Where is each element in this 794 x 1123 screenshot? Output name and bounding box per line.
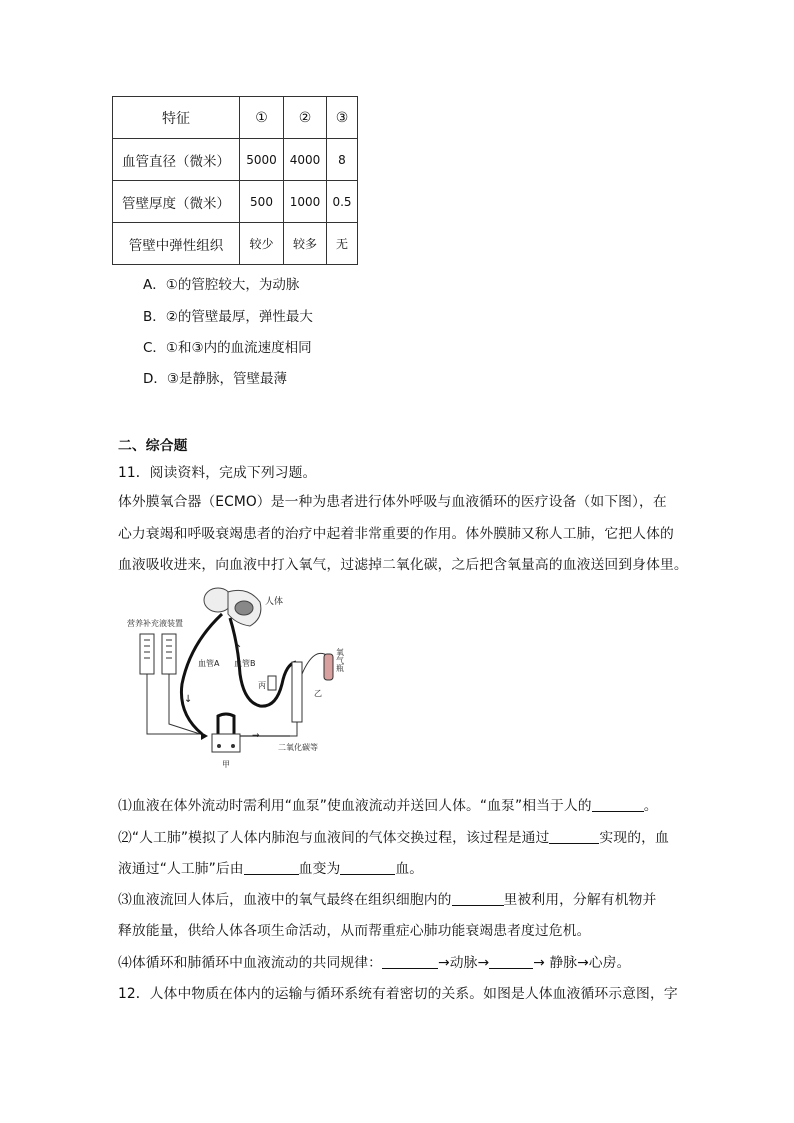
table-header-cell: 特征: [113, 97, 240, 139]
answer-blank[interactable]: [549, 829, 599, 844]
table-cell: 管壁中弹性组织: [113, 223, 240, 265]
q11-paragraph-line: 血液吸收进来，向血液中打入氧气，过滤掉二氧化碳，之后把含氧量高的血液送回到身体里。: [118, 557, 688, 573]
q11-sub2-text: 血。: [395, 861, 424, 877]
answer-blank[interactable]: [340, 860, 395, 875]
table-cell: 血管直径（微米）: [113, 139, 240, 181]
q11-paragraph-line: 心力衰竭和呼吸衰竭患者的治疗中起着非常重要的作用。体外膜肺又称人工肺，它把人体的: [118, 526, 674, 542]
vessel-comparison-table: [112, 96, 358, 265]
q11-sub1: [118, 794, 658, 814]
ecmo-diagram: [118, 584, 368, 774]
table-row: [113, 223, 358, 265]
q11-sub2-text: ⑵“人工肺”模拟了人体内肺泡与血液间的气体交换过程，该过程是通过: [118, 830, 550, 846]
label-vessel-a: 血管A: [198, 659, 220, 668]
table-cell: 较多: [284, 223, 327, 265]
q11-sub2-line1: [118, 826, 669, 846]
q11-sub3-line2: 释放能量，供给人体各项生命活动，从而帮重症心肺功能衰竭患者度过危机。: [118, 923, 591, 939]
table-cell: 管壁厚度（微米）: [113, 181, 240, 223]
label-jia: 甲: [222, 760, 230, 769]
label-co2: 二氧化碳等: [278, 743, 318, 752]
label-vessel-b: 血管B: [234, 659, 256, 668]
option-c: C．①和③内的血流速度相同: [143, 340, 312, 356]
q11-sub1-text: ⑴血液在体外流动时需利用“血泵”使血液流动并送回人体。“血泵”相当于人的: [118, 798, 592, 814]
supply-bags: [140, 634, 200, 734]
table-cell: 5000: [240, 139, 284, 181]
answer-blank[interactable]: [489, 954, 533, 969]
q11-sub3-line1: [118, 888, 656, 908]
blood-tubes: [181, 614, 296, 734]
q12-text: 12．人体中物质在体内的运输与循环系统有着密切的关系。如图是人体血液循环示意图，字: [118, 986, 678, 1002]
q11-sub1-end: 。: [643, 798, 658, 814]
tube-junction-icon: [201, 732, 208, 740]
option-b: B．②的管壁最厚，弹性最大: [143, 309, 313, 325]
label-oxygen: 氧气瓶: [335, 648, 345, 672]
table-cell: 500: [240, 181, 284, 223]
label-human: 人体: [265, 597, 284, 607]
blood-pump: [212, 734, 240, 752]
answer-blank[interactable]: [244, 860, 299, 875]
label-yi: 乙: [314, 689, 322, 698]
q11-sub2-text: 血变为: [298, 861, 341, 877]
q11-sub2-text: 液通过“人工肺”后由: [118, 861, 244, 877]
option-d: D．③是静脉，管壁最薄: [143, 371, 287, 387]
table-cell: 较少: [240, 223, 284, 265]
answer-blank[interactable]: [382, 954, 438, 969]
table-cell: 0.5: [327, 181, 358, 223]
answer-blank[interactable]: [452, 891, 504, 906]
human-figure: [204, 588, 261, 626]
arrow-right-icon: →: [252, 731, 260, 741]
q11-sub4-text: →动脉→: [438, 955, 490, 971]
q11-paragraph-line: 体外膜氧合器（ECMO）是一种为患者进行体外呼吸与血液循环的医疗设备（如下图），在: [118, 494, 667, 510]
co2-outlet: [290, 722, 297, 736]
table-header-row: [113, 97, 358, 139]
option-a: A．①的管腔较大，为动脉: [143, 277, 300, 293]
q11-sub3-text: 里被利用，分解有机物并: [503, 892, 657, 908]
table-cell: 4000: [284, 139, 327, 181]
answer-blank[interactable]: [592, 797, 644, 812]
arrow-down-icon: ↓: [184, 694, 193, 705]
table-row: [113, 139, 358, 181]
table-header-cell: ③: [327, 97, 358, 139]
section-title: 二、综合题: [118, 438, 188, 454]
q11-sub4-text: → 静脉→心房。: [533, 955, 631, 971]
q11-intro: 11．阅读资料，完成下列习题。: [118, 465, 317, 481]
label-supply: 营养补充液装置: [127, 619, 183, 628]
table-cell: 8: [327, 139, 358, 181]
q11-sub4: [118, 951, 630, 971]
arrow-up-icon: ↑: [234, 644, 243, 655]
label-bing: 丙: [258, 681, 266, 690]
table-header-cell: ②: [284, 97, 327, 139]
table-header-cell: ①: [240, 97, 284, 139]
q11-sub2-line2: [118, 857, 423, 877]
table-cell: 1000: [284, 181, 327, 223]
artificial-lung: [268, 653, 333, 722]
ecmo-diagram-svg: [118, 584, 368, 774]
q11-sub4-text: ⑷体循环和肺循环中血液流动的共同规律：: [118, 955, 383, 971]
q11-sub3-text: ⑶血液流回人体后，血液中的氧气最终在组织细胞内的: [118, 892, 452, 908]
table-row: [113, 181, 358, 223]
table-cell: 无: [327, 223, 358, 265]
q11-sub2-text: 实现的，血: [599, 830, 669, 846]
